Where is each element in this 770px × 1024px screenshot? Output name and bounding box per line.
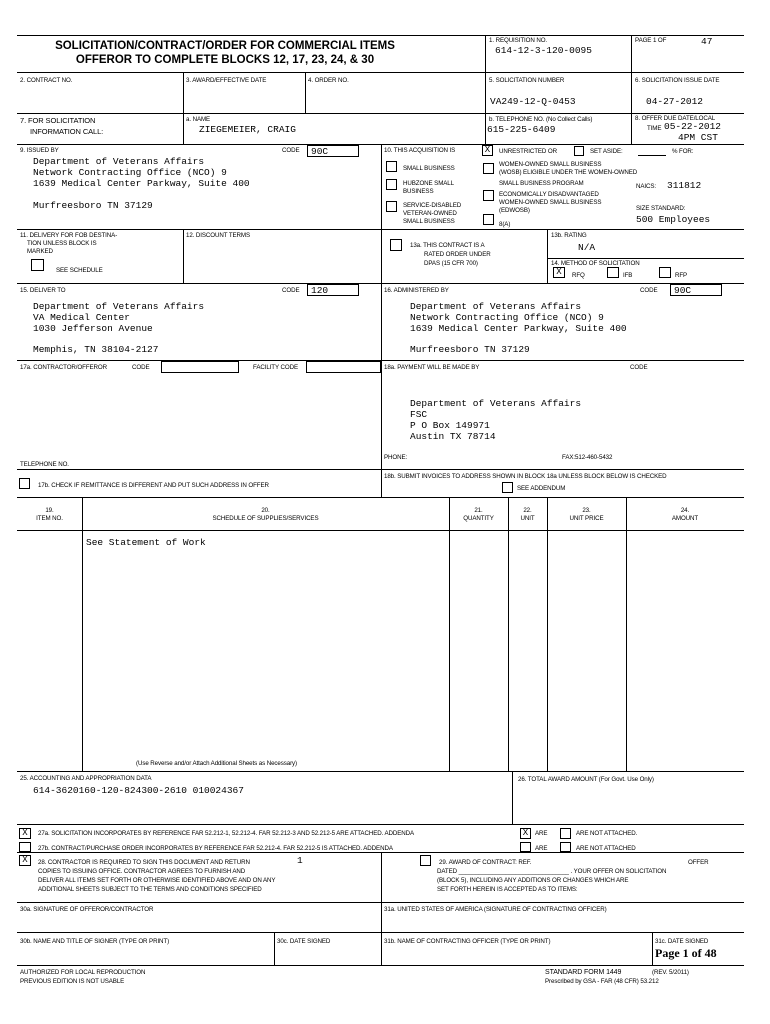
rule — [485, 35, 486, 144]
hubzone-checkbox[interactable] — [386, 179, 397, 190]
payment-line1: Department of Veterans Affairs — [410, 398, 582, 409]
invoice-label: 18b. SUBMIT INVOICES TO ADDRESS SHOWN IN BLOCK 18a UNLESS BLOCK BELOW IS CHECKED — [384, 473, 667, 480]
solicitation-number-label: 5. SOLICITATION NUMBER — [489, 77, 565, 84]
contractor-code-label: CODE — [132, 364, 150, 371]
are-checkbox-2[interactable] — [520, 842, 531, 852]
col-item-no: ITEM NO. — [36, 515, 63, 522]
hubzone-label-1: HUBZONE SMALL — [403, 180, 454, 187]
clause-27a-checkbox[interactable]: X — [19, 828, 31, 839]
rule — [183, 229, 184, 283]
signer-name-label: 30b. NAME AND TITLE OF SIGNER (TYPE OR PRINT) — [20, 938, 170, 945]
are-label: ARE — [535, 830, 548, 837]
rated-order-label-2: RATED ORDER UNDER — [424, 251, 491, 258]
clause-27a-label: 27a. SOLICITATION INCORPORATES BY REFERENCE FAR 52.212-1, 52.212-4. FAR 52.212-3 AND 52.212-5 ARE ATTACHED. ADDENDA — [38, 830, 415, 837]
rated-order-label-1: 13a. THIS CONTRACT IS A — [410, 242, 485, 249]
signature-officer-label: 31a. UNITED STATES OF AMERICA (SIGNATURE OF CONTRACTING OFFICER) — [384, 906, 607, 913]
facility-code-input[interactable] — [306, 361, 381, 373]
solicitation-number-value: VA249-12-Q-0453 — [490, 96, 576, 107]
are-not-attached-checkbox[interactable] — [560, 828, 571, 839]
deliver-to-line4: Memphis, TN 38104-2127 — [33, 344, 159, 355]
clause-27b-checkbox[interactable] — [19, 842, 31, 852]
for-solicitation-label: 7. FOR SOLICITATION — [20, 116, 96, 125]
col-unit-price: UNIT PRICE — [569, 515, 604, 522]
see-addendum-checkbox[interactable] — [502, 482, 513, 493]
rated-order-label-3: DPAS (15 CFR 700) — [424, 260, 478, 267]
rating-value: N/A — [578, 242, 596, 253]
telephone-no-label: TELEPHONE NO. — [20, 461, 69, 468]
edwosb-label-2: WOMEN-OWNED SMALL BUSINESS — [499, 199, 602, 206]
schedule-content: See Statement of Work — [86, 537, 206, 548]
fob-label-1: 11. DELIVERY FOR FOB DESTINA- — [20, 232, 118, 239]
payment-line4: Austin TX 78714 — [410, 431, 496, 442]
rule — [547, 258, 744, 259]
footer-previous-edition: PREVIOUS EDITION IS NOT USABLE — [20, 978, 125, 985]
rule — [274, 932, 275, 965]
offer-due-date: 05-22-2012 — [664, 121, 722, 132]
issued-by-line2: Network Contracting Office (NCO) 9 — [33, 167, 227, 178]
deliver-to-line3: 1030 Jefferson Avenue — [33, 323, 153, 334]
rule — [512, 771, 513, 824]
clause-28-line3: DELIVER ALL ITEMS SET FORTH OR OTHERWISE IDENTIFIED ABOVE AND ON ANY — [38, 877, 276, 884]
small-business-label: SMALL BUSINESS — [403, 165, 455, 172]
sdvosb-label-2: VETERAN-OWNED — [403, 210, 457, 217]
payment-fax: FAX:512-460-5432 — [562, 454, 613, 461]
issued-by-label: 9. ISSUED BY — [20, 147, 59, 154]
page-label: PAGE 1 OF — [635, 37, 667, 44]
clause-28-line4: ADDITIONAL SHEETS SUBJECT TO THE TERMS AND CONDITIONS SPECIFIED — [38, 886, 262, 893]
ifb-label: IFB — [623, 272, 633, 279]
offeror-date-signed-label: 30c. DATE SIGNED — [277, 938, 331, 945]
are-label-2: ARE — [535, 845, 548, 852]
rule — [381, 144, 382, 497]
information-call-label: INFORMATION CALL: — [30, 127, 104, 136]
rule — [17, 530, 744, 531]
rule — [652, 932, 653, 965]
clause-28-line2: COPIES TO ISSUING OFFICE. CONTRACTOR AGREES TO FURNISH AND — [38, 868, 246, 875]
clause-29-line4: SET FORTH HEREIN IS ACCEPTED AS TO ITEMS: — [437, 886, 578, 893]
page-marker: Page 1 of 48 — [655, 946, 717, 960]
footer-authorized: AUTHORIZED FOR LOCAL REPRODUCTION — [20, 969, 146, 976]
fob-label-2: TION UNLESS BLOCK IS — [27, 240, 97, 247]
contact-name: ZIEGEMEIER, CRAIG — [199, 124, 296, 135]
offer-due-time: 4PM CST — [678, 132, 718, 143]
sdvosb-checkbox[interactable] — [386, 201, 397, 212]
administered-by-label: 16. ADMINISTERED BY — [384, 287, 449, 294]
acquisition-label: 10. THIS ACQUISITION IS — [384, 147, 456, 154]
administered-by-code: 90C — [674, 285, 692, 296]
unrestricted-checkbox[interactable]: X — [482, 145, 493, 156]
signature-offeror-label: 30a. SIGNATURE OF OFFEROR/CONTRACTOR — [20, 906, 154, 913]
rfq-checkbox[interactable]: X — [553, 267, 565, 278]
edwosb-label-1: ECONOMICALLY DISADVANTAGED — [499, 191, 599, 198]
issue-date-label: 6. SOLICITATION ISSUE DATE — [635, 77, 720, 84]
clause-28-copies: 1 — [297, 855, 303, 866]
administered-by-line2: Network Contracting Office (NCO) 9 — [410, 312, 604, 323]
deliver-to-line1: Department of Veterans Affairs — [33, 301, 205, 312]
clause-28-checkbox[interactable]: X — [19, 855, 31, 866]
see-addendum-label: SEE ADDENDUM — [517, 485, 566, 492]
accounting-label: 25. ACCOUNTING AND APPROPRIATION DATA — [20, 775, 152, 782]
are-not-checkbox-2[interactable] — [560, 842, 571, 852]
officer-date-signed-label: 31c. DATE SIGNED — [655, 938, 709, 945]
rule — [17, 469, 381, 470]
set-aside-label: SET ASIDE: — [590, 148, 623, 155]
are-not-label: ARE NOT ATTACHED. — [576, 830, 638, 837]
are-not-label-2: ARE NOT ATTACHED — [576, 845, 636, 852]
size-standard-value: 500 Employees — [636, 214, 711, 225]
requisition-value: 614-12-3-120-0095 — [495, 45, 592, 56]
col-amount-num: 24. — [680, 507, 690, 514]
rule — [17, 965, 744, 966]
rule — [381, 469, 744, 470]
rfq-label: RFQ — [572, 272, 585, 279]
issued-by-line1: Department of Veterans Affairs — [33, 156, 205, 167]
are-attached-checkbox[interactable]: X — [520, 828, 531, 839]
issued-by-code-label: CODE — [282, 147, 300, 154]
payment-line2: FSC — [410, 409, 428, 420]
payment-line3: P O Box 149971 — [410, 420, 490, 431]
hubzone-label-2: BUSINESS — [403, 188, 434, 195]
naics-label: NAICS: — [636, 183, 657, 190]
issued-by-line4: Murfreesboro TN 37129 — [33, 200, 153, 211]
method-of-solicitation-label: 14. METHOD OF SOLICITATION — [551, 260, 640, 267]
clause-29-line2: DATED _________________________________ . YOUR OFFER ON SOLICITATION — [437, 868, 667, 875]
edwosb-checkbox[interactable] — [483, 190, 494, 201]
edwosb-label-3: (EDWOSB) — [499, 207, 530, 214]
contractor-code-input[interactable] — [161, 361, 239, 373]
telephone-value: 615-225-6409 — [487, 124, 556, 135]
wosb-label-3: SMALL BUSINESS PROGRAM — [499, 180, 584, 187]
small-business-checkbox[interactable] — [386, 161, 397, 172]
clause-29-line3: (BLOCK 5), INCLUDING ANY ADDITIONS OR CHANGES WHICH ARE — [437, 877, 629, 884]
remittance-label: 17b. CHECK IF REMITTANCE IS DIFFERENT AND PUT SUCH ADDRESS IN OFFER — [38, 482, 269, 489]
footer-prescribed: Prescribed by GSA - FAR (48 CFR) 53.212 — [545, 978, 659, 985]
rule — [17, 771, 744, 772]
col-unit: UNIT — [520, 515, 535, 522]
name-label: a. NAME — [186, 116, 211, 123]
col-unit-price-num: 23. — [582, 507, 591, 514]
administered-by-line4: Murfreesboro TN 37129 — [410, 344, 530, 355]
page-total: 47 — [701, 36, 713, 47]
set-aside-checkbox[interactable] — [574, 146, 584, 156]
issued-by-line3: 1639 Medical Center Parkway, Suite 400 — [33, 178, 250, 189]
wosb-label-2: (WOSB) ELIGIBLE UNDER THE WOMEN-OWNED — [499, 169, 638, 176]
see-schedule-checkbox[interactable] — [31, 259, 44, 271]
contractor-label: 17a. CONTRACTOR/OFFEROR — [20, 364, 107, 371]
rating-label: 13b. RATING — [551, 232, 587, 239]
rule — [381, 852, 382, 965]
col-quantity-num: 21. — [474, 507, 483, 514]
payment-label: 18a. PAYMENT WILL BE MADE BY — [384, 364, 480, 371]
offer-due-label: 8. OFFER DUE DATE/LOCAL — [635, 115, 716, 122]
rule — [626, 497, 627, 771]
rule — [631, 35, 632, 144]
form-title: SOLICITATION/CONTRACT/ORDER FOR COMMERCIAL ITEMS — [55, 40, 395, 52]
award-date-label: 3. AWARD/EFFECTIVE DATE — [186, 77, 267, 84]
administered-by-line1: Department of Veterans Affairs — [410, 301, 582, 312]
eight-a-checkbox[interactable] — [483, 214, 494, 225]
deliver-to-label: 15. DELIVER TO — [20, 287, 66, 294]
payment-code-label: CODE — [630, 364, 648, 371]
rated-order-checkbox[interactable] — [390, 239, 402, 251]
percent-for-label: % FOR: — [672, 148, 694, 155]
wosb-checkbox[interactable] — [483, 163, 494, 174]
size-standard-label: SIZE STANDARD: — [636, 205, 686, 212]
rule — [547, 229, 548, 283]
col-schedule: SCHEDULE OF SUPPLIES/SERVICES — [212, 515, 319, 522]
sdvosb-label-3: SMALL BUSINESS — [403, 218, 455, 225]
telephone-label: b. TELEPHONE NO. (No Collect Calls) — [489, 116, 593, 123]
officer-name-label: 31b. NAME OF CONTRACTING OFFICER (TYPE OR PRINT) — [384, 938, 551, 945]
col-unit-num: 22. — [523, 507, 532, 514]
sdvosb-label-1: SERVICE-DISABLED — [403, 202, 462, 209]
percent-line — [638, 155, 666, 156]
col-schedule-num: 20. — [261, 507, 270, 514]
rule — [17, 72, 744, 73]
payment-phone-label: PHONE: — [384, 454, 408, 461]
clause-27b-label: 27b. CONTRACT/PURCHASE ORDER INCORPORATES BY REFERENCE FAR 52.212-4. FAR 52.212-5 IS ATTACHED. ADDENDA — [38, 845, 393, 852]
naics-value: 311812 — [667, 180, 702, 191]
fob-label-3: MARKED — [27, 248, 53, 255]
issued-by-code: 90C — [311, 146, 329, 157]
clause-29-line1: 29. AWARD OF CONTRACT: REF. — [439, 859, 532, 866]
form-subtitle: OFFEROR TO COMPLETE BLOCKS 12, 17, 23, 24, & 30 — [75, 54, 375, 66]
wosb-label-1: WOMEN-OWNED SMALL BUSINESS — [499, 161, 602, 168]
deliver-to-code-label: CODE — [282, 287, 300, 294]
accounting-value: 614-3620160-120-824300-2610 010024367 — [33, 785, 244, 796]
clause-29-checkbox[interactable] — [420, 855, 431, 866]
deliver-to-code: 120 — [311, 285, 329, 296]
rule — [305, 72, 306, 113]
clause-29-offer: OFFER — [688, 859, 709, 866]
rule — [508, 497, 509, 771]
col-amount: AMOUNT — [671, 515, 699, 522]
rule — [17, 824, 744, 825]
unrestricted-label: UNRESTRICTED OR — [499, 148, 557, 155]
col-quantity: QUANTITY — [463, 515, 494, 522]
administered-by-code-label: CODE — [640, 287, 658, 294]
footer-standard-form: STANDARD FORM 1449 — [545, 969, 622, 976]
ifb-checkbox[interactable] — [607, 267, 619, 278]
col-item-no-num: 19. — [45, 507, 54, 514]
rule — [449, 497, 450, 771]
clause-28-line1: 28. CONTRACTOR IS REQUIRED TO SIGN THIS DOCUMENT AND RETURN — [38, 859, 250, 866]
footer-revision: (REV. 5/2011) — [652, 969, 689, 976]
rule — [547, 497, 548, 771]
order-no-label: 4. ORDER NO. — [308, 77, 349, 84]
requisition-label: 1. REQUISITION NO. — [489, 37, 548, 44]
administered-by-line3: 1639 Medical Center Parkway, Suite 400 — [410, 323, 627, 334]
total-award-label: 26. TOTAL AWARD AMOUNT (For Govt. Use Only) — [518, 776, 654, 783]
rfp-checkbox[interactable] — [659, 267, 671, 278]
issue-date-value: 04-27-2012 — [646, 96, 704, 107]
eight-a-label: 8(A) — [499, 221, 511, 228]
see-schedule-label: SEE SCHEDULE — [56, 267, 103, 274]
facility-code-label: FACILITY CODE — [253, 364, 299, 371]
reverse-note: (Use Reverse and/or Attach Additional Sheets as Necessary) — [136, 760, 298, 767]
discount-terms-label: 12. DISCOUNT TERMS — [186, 232, 250, 239]
remittance-checkbox[interactable] — [19, 478, 30, 489]
rule — [183, 72, 184, 144]
rule — [82, 497, 83, 771]
rfp-label: RFP — [675, 272, 688, 279]
rule — [17, 497, 744, 498]
contract-no-label: 2. CONTRACT NO. — [20, 77, 73, 84]
deliver-to-line2: VA Medical Center — [33, 312, 130, 323]
time-label: TIME — [647, 125, 662, 132]
rule — [17, 35, 744, 36]
rule — [17, 113, 744, 114]
